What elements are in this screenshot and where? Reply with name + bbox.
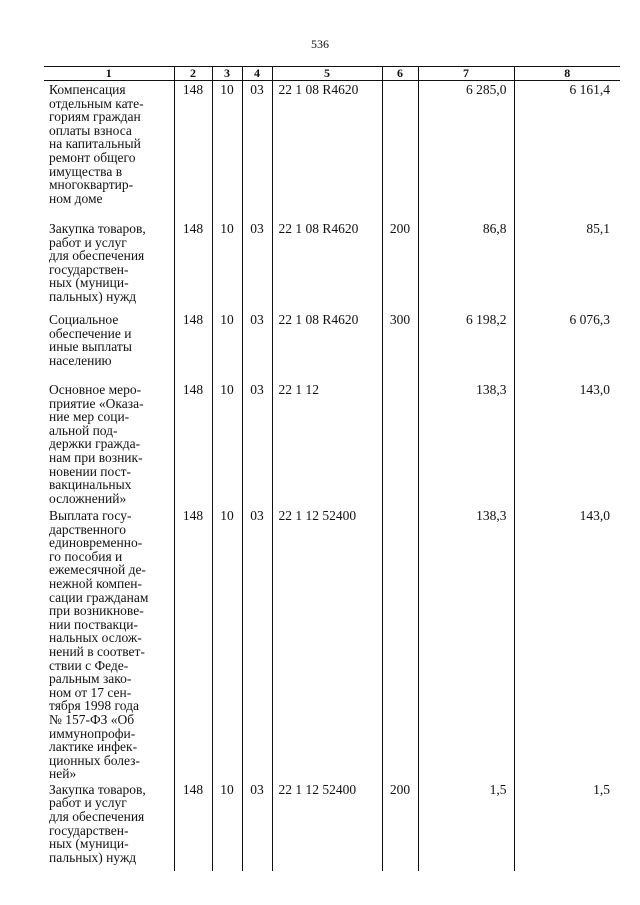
row-name: Основное меро- приятие «Оказа- ние мер соци- альной под- держки гражда- нам при возник- новении пост- вакцинальных осложнений»	[49, 382, 144, 506]
table-cell: 22 1 12 52400	[272, 507, 382, 781]
table-cell: 1,5	[514, 781, 620, 871]
table-cell: 138,3	[418, 381, 514, 507]
table-cell: 22 1 12 52400	[272, 781, 382, 871]
table-cell: 10	[212, 220, 242, 311]
table-cell	[382, 81, 418, 221]
column-header: 6	[382, 67, 418, 81]
table-row	[44, 311, 620, 381]
table-cell: 148	[174, 311, 212, 381]
table-cell: 10	[212, 81, 242, 221]
column-header: 7	[418, 67, 514, 81]
column-header: 2	[174, 67, 212, 81]
row-name: Социальное обеспечение и иные выплаты населению	[49, 312, 132, 368]
table-cell: 148	[174, 81, 212, 221]
table-cell: 143,0	[514, 507, 620, 781]
table-cell: 22 1 08 R4620	[272, 311, 382, 381]
table-cell: 1,5	[418, 781, 514, 871]
row-name-cell	[44, 381, 174, 507]
row-name-cell	[44, 220, 174, 311]
row-name-cell	[44, 81, 174, 221]
table-cell: 148	[174, 220, 212, 311]
table-row	[44, 81, 620, 221]
table-cell: 6 076,3	[514, 311, 620, 381]
page-number: 536	[311, 37, 329, 51]
table-cell: 138,3	[418, 507, 514, 781]
row-name: Компенсация отдельным кате- гориям граждан оплаты взноса на капитальный ремонт общего имущества в многоквартир- ном доме	[49, 82, 144, 206]
row-name: Закупка товаров, работ и услуг для обеспечения государствен- ных (муници- пальных) нужд	[49, 221, 146, 304]
table-cell	[382, 381, 418, 507]
table-cell: 03	[242, 311, 272, 381]
table-cell: 148	[174, 781, 212, 871]
table-cell: 03	[242, 781, 272, 871]
table-cell: 200	[382, 781, 418, 871]
table-row	[44, 381, 620, 507]
table-cell: 6 285,0	[418, 81, 514, 221]
table-cell: 86,8	[418, 220, 514, 311]
table-cell: 10	[212, 311, 242, 381]
table-cell: 10	[212, 781, 242, 871]
column-header: 5	[272, 67, 382, 81]
table-cell: 85,1	[514, 220, 620, 311]
table-cell: 03	[242, 81, 272, 221]
table-cell: 22 1 12	[272, 381, 382, 507]
budget-table	[44, 66, 620, 871]
table-cell: 03	[242, 381, 272, 507]
column-header: 8	[514, 67, 620, 81]
table-cell: 10	[212, 507, 242, 781]
table-cell: 22 1 08 R4620	[272, 81, 382, 221]
table-row	[44, 507, 620, 781]
row-name: Выплата госу- дарственного единовременно- го пособия и ежемесячной де- нежной компен- сации гражданам при возникнове- нии поствакци- нальных ослож- нений в соответ- ствии с Феде- ральным зако- ном от 17 сен- тября 1998 года № 157-ФЗ «Об иммунопрофи- лактике инфек- ционных болез- ней»	[49, 508, 149, 782]
table-cell: 22 1 08 R4620	[272, 220, 382, 311]
table-cell: 03	[242, 507, 272, 781]
table-cell: 148	[174, 381, 212, 507]
table-cell: 300	[382, 311, 418, 381]
table-cell: 03	[242, 220, 272, 311]
table-cell: 6 161,4	[514, 81, 620, 221]
column-header: 1	[44, 67, 174, 81]
table-cell: 6 198,2	[418, 311, 514, 381]
table-cell: 10	[212, 381, 242, 507]
table-header-row	[44, 67, 620, 81]
table-cell	[382, 507, 418, 781]
column-header: 4	[242, 67, 272, 81]
row-name-cell	[44, 507, 174, 781]
table-row	[44, 220, 620, 311]
row-name-cell	[44, 781, 174, 871]
table-row	[44, 781, 620, 871]
table-cell: 143,0	[514, 381, 620, 507]
row-name-cell	[44, 311, 174, 381]
table-cell: 148	[174, 507, 212, 781]
table-cell: 200	[382, 220, 418, 311]
column-header: 3	[212, 67, 242, 81]
row-name: Закупка товаров, работ и услуг для обеспечения государствен- ных (муници- пальных) нужд	[49, 781, 146, 865]
